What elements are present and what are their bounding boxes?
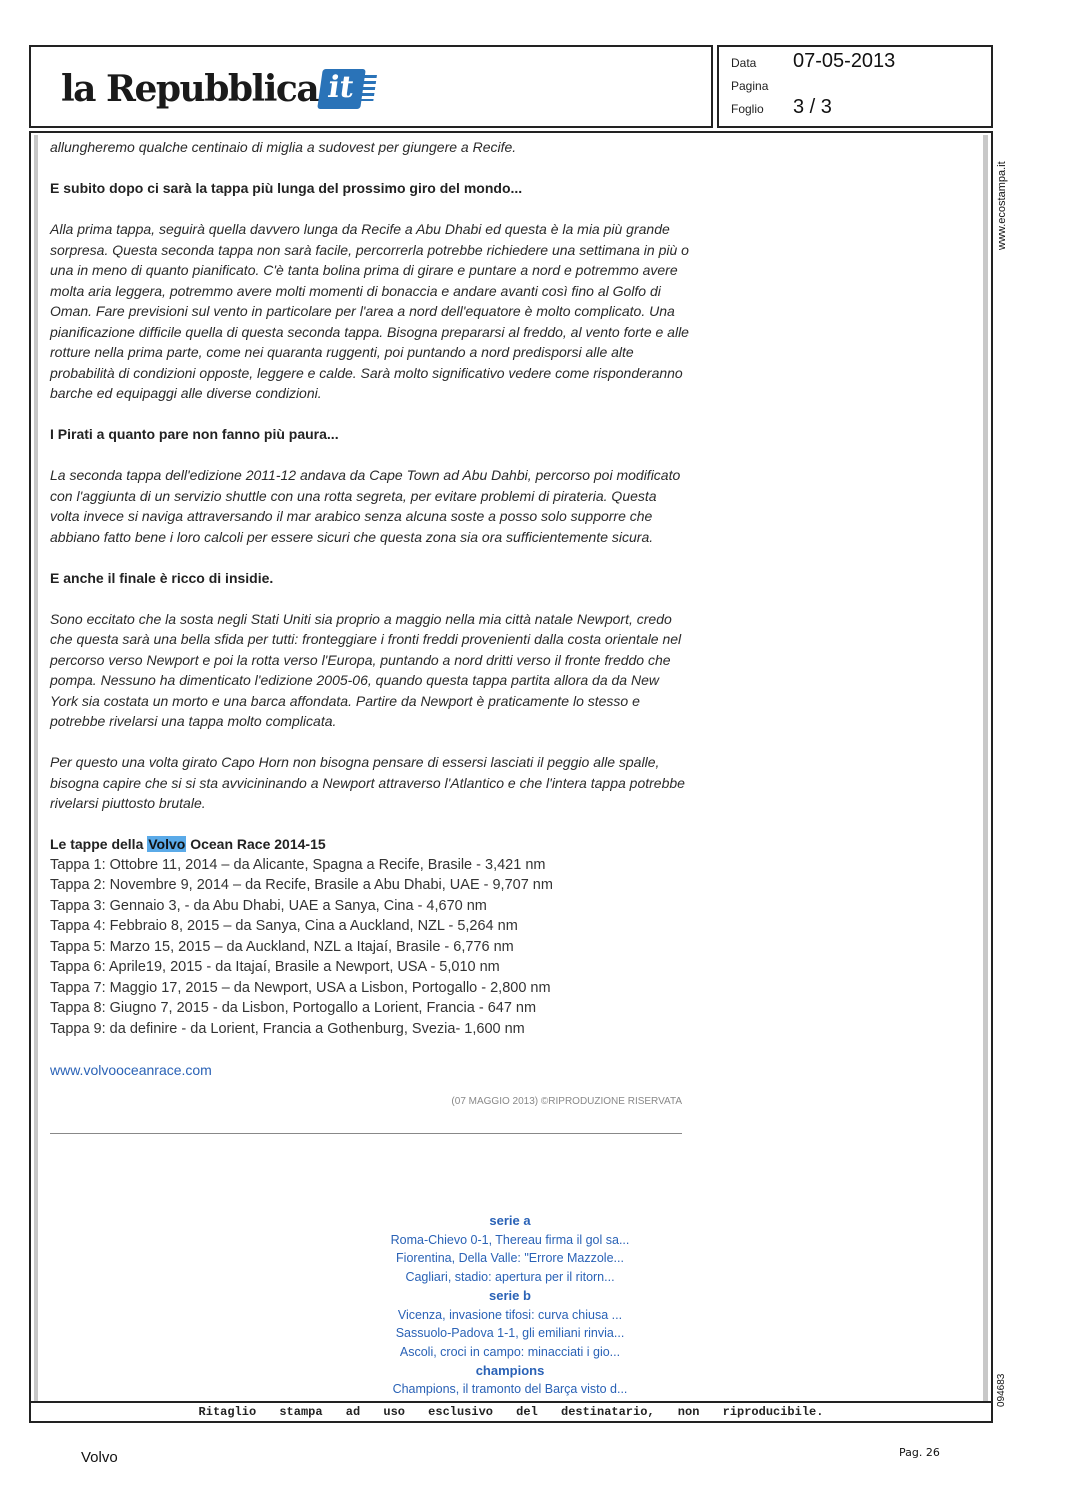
question-heading-3: E anche il finale è ricco di insidie.	[50, 569, 274, 586]
data-value: 07-05-2013	[793, 50, 896, 72]
related-link[interactable]: Roma-Chievo 0-1, Thereau firma il gol sa...	[390, 1232, 630, 1247]
clipping-code: 094683	[996, 1373, 1007, 1407]
tappa-item: Tappa 3: Gennaio 3, - da Abu Dhabi, UAE a Sanya, Cina - 4,670 nm	[50, 897, 487, 914]
related-link[interactable]: Ascoli, croci in campo: minacciati i gio...	[399, 1344, 621, 1359]
page-number: Pag. 26	[899, 1446, 940, 1459]
question-heading-1: E subito dopo ci sarà la tappa più lunga del prossimo giro del mondo...	[50, 180, 523, 196]
logo-it-badge: it	[317, 69, 366, 109]
copyright-notice: (07 MAGGIO 2013) ©RIPRODUZIONE RISERVATA	[451, 1096, 682, 1107]
tappa-item: Tappa 5: Marzo 15, 2015 – da Auckland, NZL a Itajaí, Brasile - 6,776 nm	[50, 938, 514, 955]
answer-paragraph-1: Alla prima tappa, seguirà quella davvero lunga da Recife a Abu Dhabi ed questa è la mia più grande sorpresa. Questa seconda tappa non sarà facile, percorrerla potrebbe richiedere una settimana in più o una in meno di quanto pianificato. C'è tanta bolina prima di girare e puntare a nord e potremmo avere molta aria leggera, potremmo avere molti momenti di bonaccia e andare avanti così fino al Golfo di Oman. Fare previsioni sul vento in particolare per l'area a nord dell'equatore è molto complicato. Una pianificazione difficile quella di questa seconda tappa. Bisogna prepararsi al freddo, al vento forte e alle rotture nella prima parte, come nei quaranta ruggenti, poi puntando a nord predisporsi alle alte probabilità di condizioni opposte, leggere e calde. Sarà molto significativo vedere come risponderanno barche ed equipaggi alle diverse condizioni.	[50, 221, 689, 401]
related-heading-champions[interactable]: champions	[475, 1362, 545, 1378]
related-link[interactable]: Vicenza, invasione tifosi: curva chiusa ...	[397, 1307, 623, 1322]
related-heading-serie-a[interactable]: serie a	[489, 1213, 531, 1228]
masthead-box	[29, 45, 713, 128]
answer-paragraph-4: Per questo una volta girato Capo Horn non bisogna pensare di essersi lasciati il peggio alle spalle, bisogna capire che si si sta avvicininando a Newport attraverso l'Atlantico e che l'intera tappa potrebbe rivelarsi piuttosto brutale.	[50, 754, 685, 811]
related-links	[340, 1212, 680, 1399]
footer-strip	[31, 1401, 991, 1421]
related-link[interactable]: Cagliari, stadio: apertura per il ritorn...	[405, 1270, 615, 1285]
data-label: Data	[731, 56, 757, 70]
tappa-item: Tappa 2: Novembre 9, 2014 – da Recife, Brasile a Abu Dhabi, UAE - 9,707 nm	[50, 877, 553, 893]
search-keyword: Volvo	[81, 1449, 118, 1466]
tappa-item: Tappa 1: Ottobre 11, 2014 – da Alicante, Spagna a Recife, Brasile - 3,421 nm	[50, 856, 546, 873]
repubblica-logo	[61, 67, 363, 111]
question-heading-2: I Pirati a quanto pare non fanno più paura...	[50, 426, 339, 442]
related-heading-serie-b[interactable]: serie b	[489, 1287, 531, 1303]
tappe-title	[50, 834, 690, 855]
related-link[interactable]: Sassuolo-Padova 1-1, gli emiliani rinvia...	[395, 1326, 625, 1341]
metadata-box	[717, 45, 993, 128]
left-margin-bar	[34, 135, 38, 1403]
foglio-value: 3 / 3	[793, 96, 832, 118]
section-divider	[50, 1133, 682, 1134]
tappe-list	[50, 855, 690, 1040]
ecostampa-url: www.ecostampa.it	[996, 161, 1008, 250]
tappe-title-suffix: Ocean Race 2014-15	[186, 836, 326, 852]
related-link[interactable]: Fiorentina, Della Valle: "Errore Mazzole...	[396, 1251, 624, 1266]
answer-paragraph-2: La seconda tappa dell'edizione 2011-12 andava da Cape Town ad Abu Dahbi, percorso poi modificato con l'aggiunta di un servizio shuttle con una rotta segreta, per evitare problemi di pirateria. Questa volta invece si naviga attraversando il mar arabico senza alcuna soste a posso solo supporre che abbiano fatto bene i loro calcoli per essere sicuri che questa zona sia ora sufficientemente sicura.	[50, 467, 681, 545]
highlighted-keyword: Volvo	[148, 836, 186, 852]
tappa-item: Tappa 6: Aprile19, 2015 - da Itajaí, Brasile a Newport, USA - 5,010 nm	[50, 959, 500, 975]
tappa-item: Tappa 4: Febbraio 8, 2015 – da Sanya, Cina a Auckland, NZL - 5,264 nm	[50, 918, 518, 934]
intro-paragraph: allungheremo qualche centinaio di miglia a sudovest per giungere a Recife.	[50, 139, 517, 155]
answer-paragraph-3: Sono eccitato che la sosta negli Stati Uniti sia proprio a maggio nella mia città natale Newport, credo che questa sarà una bella sfida per tutti: fronteggiare i fronti freddi provenienti dalla costa orientale nel percorso verso Newport e poi la rotta verso l'Europa, puntando a nord dritti verso il fronte freddo che pompa. Nessuno ha dimenticato l'edizione 2005-06, quando questa tappa partita allora da da New York sia costata un morto e una barca affondata. Partire da Newport è praticamente lo stesso e potrebbe rivelarsi una tappa molto complicata.	[50, 610, 682, 729]
logo-text: la Repubblica	[61, 68, 319, 110]
tappa-item: Tappa 9: da definire - da Lorient, Francia a Gothenburg, Svezia- 1,600 nm	[50, 1020, 525, 1037]
article-body	[50, 137, 690, 1134]
tappa-item: Tappa 8: Giugno 7, 2015 - da Lisbon, Portogallo a Lorient, Francia - 647 nm	[50, 1000, 537, 1016]
related-link[interactable]: Champions, il tramonto del Barça visto d...	[392, 1382, 628, 1397]
footer-notice: Ritaglio stampa ad uso esclusivo del destinatario, non riproducibile.	[198, 1405, 824, 1419]
right-margin-bar	[983, 135, 988, 1403]
tappe-title-prefix: Le tappe della	[50, 836, 148, 852]
foglio-label: Foglio	[731, 102, 764, 116]
tappa-item: Tappa 7: Maggio 17, 2015 – da Newport, USA a Lisbon, Portogallo - 2,800 nm	[50, 979, 551, 996]
volvo-ocean-race-link[interactable]: www.volvooceanrace.com	[50, 1061, 212, 1078]
pagina-label: Pagina	[731, 79, 769, 93]
